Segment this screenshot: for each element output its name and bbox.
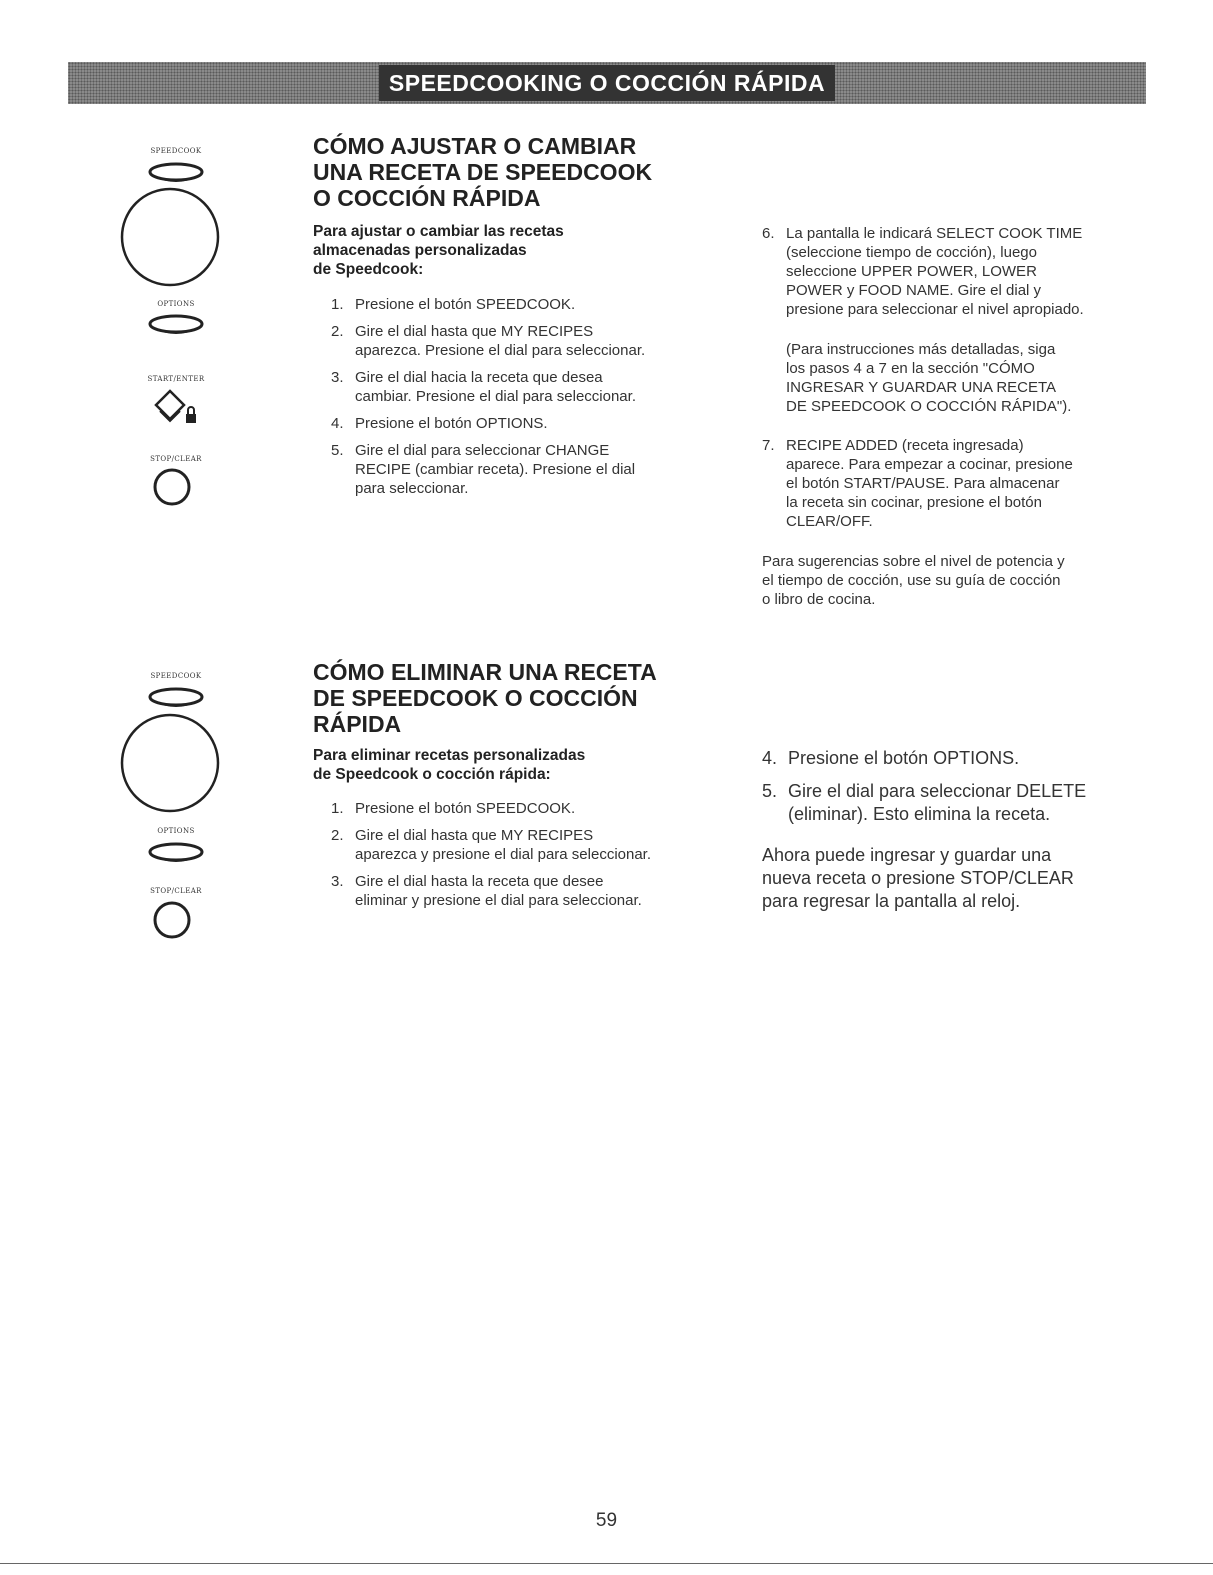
list-item: 1. Presione el botón SPEEDCOOK. (331, 296, 576, 313)
dial-icon (119, 186, 221, 288)
section1-steps-right-2 (762, 436, 1162, 539)
stop-clear-label: STOP/CLEAR (150, 455, 202, 463)
list-item: 2. Gire el dial hasta que MY RECIPES aparezca y presione el dial para seleccionar. (331, 827, 652, 863)
section1-heading: CÓMO AJUSTAR O CAMBIAR UNA RECETA DE SPEEDCOOK O COCCIÓN RÁPIDA (313, 133, 653, 211)
step6-note: (Para instrucciones más detalladas, siga los pasos 4 a 7 en la sección "CÓMO INGRESAR Y GUARDAR UNA RECETA DE SPEEDCOOK O COCCIÓN RÁPIDA"). (786, 341, 1072, 415)
section1-closing: Para sugerencias sobre el nivel de potencia y el tiempo de cocción, use su guía de cocción o libro de cocina. (762, 553, 1065, 608)
speedcook-label: SPEEDCOOK (150, 147, 202, 155)
list-item: 5. Gire el dial para seleccionar CHANGE RECIPE (cambiar receta). Presione el dial para seleccionar. (331, 442, 636, 497)
options-label-2: OPTIONS (157, 827, 195, 835)
stop-clear-label-2: STOP/CLEAR (150, 887, 202, 895)
list-item: 4. Presione el botón OPTIONS. (331, 415, 548, 432)
bottom-rule (0, 1563, 1213, 1564)
section2-closing: Ahora puede ingresar y guardar una nueva receta o presione STOP/CLEAR para regresar la pantalla al reloj. (762, 845, 1074, 911)
list-item: 1. Presione el botón SPEEDCOOK. (331, 800, 576, 817)
section2-subheading: Para eliminar recetas personalizadas de Speedcook o cocción rápida: (313, 747, 586, 783)
start-enter-lock-icon (150, 385, 210, 435)
section1-subheading: Para ajustar o cambiar las recetas almacenadas personalizadas de Speedcook: (313, 223, 564, 278)
speedcook-button-icon-2 (148, 685, 204, 709)
dial-icon-2 (119, 712, 221, 814)
section-banner (68, 62, 1146, 104)
list-item: 7. RECIPE ADDED (receta ingresada) aparece. Para empezar a cocinar, presione el botón START/PAUSE. Para almacenar la receta sin cocinar, presione el botón CLEAR/OFF. (762, 437, 1073, 530)
speedcook-button-icon (148, 160, 204, 184)
section2-heading: CÓMO ELIMINAR UNA RECETA DE SPEEDCOOK O COCCIÓN RÁPIDA (313, 659, 657, 737)
section2-steps-right (762, 747, 1162, 836)
speedcook-label-2: SPEEDCOOK (150, 672, 202, 680)
list-item: 3. Gire el dial hasta la receta que desee eliminar y presione el dial para seleccionar. (331, 873, 642, 909)
start-enter-label: START/ENTER (147, 375, 205, 383)
options-label: OPTIONS (157, 300, 195, 308)
list-item: 3. Gire el dial hacia la receta que desea cambiar. Presione el dial para seleccionar. (331, 369, 636, 405)
page-number: 59 (595, 1510, 618, 1531)
section1-steps-left (331, 295, 731, 506)
section1-steps-right (762, 224, 1162, 327)
banner-title: SPEEDCOOKING O COCCIÓN RÁPIDA (379, 65, 835, 101)
list-item: 2. Gire el dial hasta que MY RECIPES aparezca. Presione el dial para seleccionar. (331, 323, 646, 359)
section2-steps-left (331, 799, 751, 918)
list-item: 6. La pantalla le indicará SELECT COOK TIME (seleccione tiempo de cocción), luego seleccione UPPER POWER, LOWER POWER y FOOD NAME. Gire el dial y presione para seleccionar el nivel apropiado. (762, 225, 1084, 318)
options-button-icon (148, 312, 204, 336)
list-item: 4. Presione el botón OPTIONS. (762, 748, 1020, 768)
stop-clear-button-icon (152, 467, 192, 507)
list-item: 5. Gire el dial para seleccionar DELETE (eliminar). Esto elimina la receta. (762, 781, 1087, 824)
options-button-icon-2 (148, 840, 204, 864)
stop-clear-button-icon-2 (152, 900, 192, 940)
